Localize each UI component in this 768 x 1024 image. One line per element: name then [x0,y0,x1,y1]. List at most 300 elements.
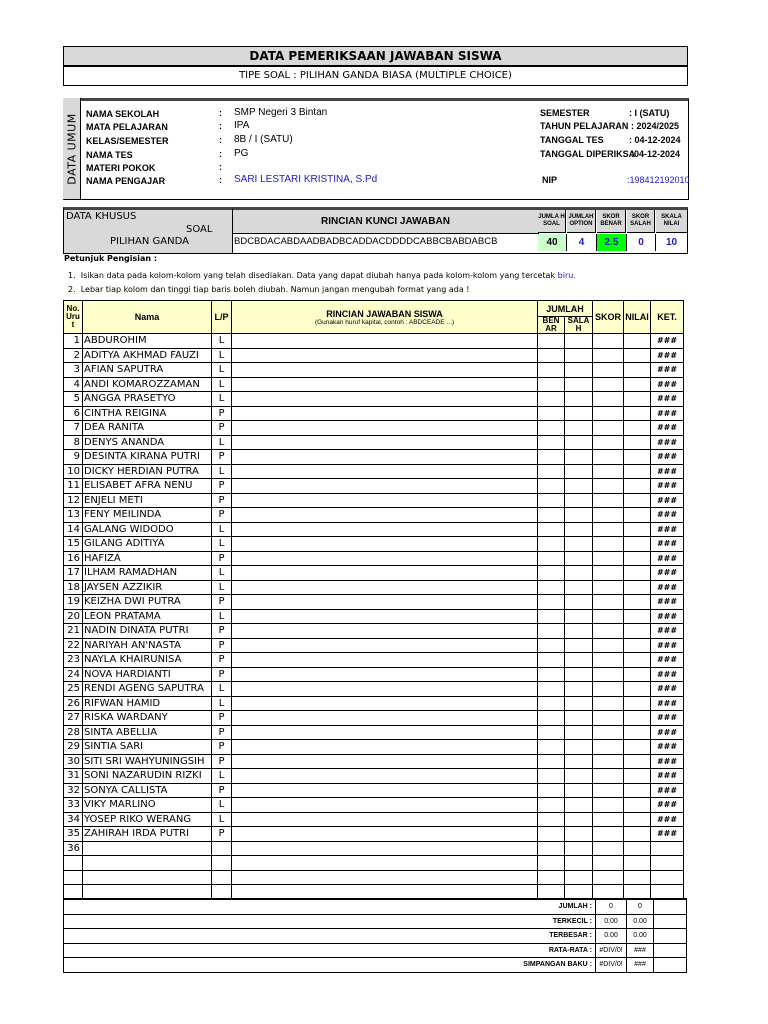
stat-ket [654,943,687,958]
cell-rincian[interactable] [232,464,538,479]
cell-rincian[interactable] [232,609,538,624]
cell-lp[interactable]: L [212,682,232,697]
tipe-soal-label: PILIHAN GANDA [110,236,189,247]
cell-salah [565,638,593,653]
cell-rincian[interactable] [232,595,538,610]
cell-lp[interactable]: P [212,783,232,798]
cell-nama[interactable] [83,856,212,871]
cell-nama[interactable]: DEA RANITA [83,421,212,436]
cell-lp[interactable]: L [212,580,232,595]
cell-salah [565,537,593,552]
cell-lp[interactable]: L [212,363,232,378]
cell-benar [538,653,565,668]
cell-salah [565,624,593,639]
cell-lp[interactable]: L [212,464,232,479]
col-no-header: No. Uru t [64,301,83,334]
cell-lp[interactable]: P [212,479,232,494]
cell-nama[interactable]: SITI SRI WAHYUNINGSIH [83,754,212,769]
cell-benar [538,595,565,610]
cell-benar [538,609,565,624]
cell-nilai [624,450,651,465]
col-lp-header: L/P [212,301,232,334]
cell-rincian[interactable] [232,682,538,697]
cell-benar [538,421,565,436]
stat-skor: 0.00 [596,929,627,944]
cell-skor [593,885,624,900]
skor-salah-value[interactable]: 0 [627,234,656,251]
cell-lp[interactable]: L [212,609,232,624]
cell-rincian[interactable] [232,566,538,581]
cell-skor [593,624,624,639]
cell-salah [565,667,593,682]
cell-nama[interactable] [83,870,212,885]
cell-rincian[interactable] [232,522,538,537]
cell-skor [593,827,624,842]
cell-skor [593,435,624,450]
cell-benar [538,522,565,537]
kunci-jawaban-box [232,207,688,254]
cell-ket: ### [651,769,684,784]
cell-nilai [624,667,651,682]
cell-nama[interactable]: DENYS ANANDA [83,435,212,450]
cell-benar [538,566,565,581]
cell-rincian[interactable] [232,638,538,653]
cell-nilai [624,754,651,769]
cell-rincian[interactable] [232,537,538,552]
cell-nama[interactable]: SONI NAZARUDIN RIZKI [83,769,212,784]
cell-skor [593,493,624,508]
cell-salah [565,551,593,566]
cell-no: 5 [64,392,83,407]
cell-no: 18 [64,580,83,595]
cell-lp[interactable] [212,856,232,871]
cell-benar [538,783,565,798]
jawaban-siswa-table [63,300,684,900]
skor-benar-value[interactable]: 2.5 [597,234,627,251]
stat-skor: 0.00 [596,914,627,929]
cell-rincian[interactable] [232,667,538,682]
cell-skor [593,769,624,784]
cell-no: 26 [64,696,83,711]
cell-rincian[interactable] [232,841,538,856]
table-row [64,841,684,856]
cell-no: 6 [64,406,83,421]
cell-benar [538,508,565,523]
cell-benar [538,711,565,726]
data-khusus-label-box [63,207,233,254]
jumlah-option-header: JUMLAH OPTION [567,210,596,233]
cell-lp[interactable]: L [212,522,232,537]
jumlah-soal-value[interactable]: 40 [538,234,567,251]
cell-lp[interactable]: P [212,493,232,508]
cell-ket: ### [651,508,684,523]
cell-nama[interactable]: SINTIA SARI [83,740,212,755]
cell-lp[interactable]: P [212,667,232,682]
cell-nilai [624,537,651,552]
cell-rincian[interactable] [232,406,538,421]
umum-value-1[interactable]: IPA [234,120,250,131]
cell-rincian[interactable] [232,334,538,349]
cell-rincian[interactable] [232,421,538,436]
cell-salah [565,827,593,842]
cell-nama[interactable]: YOSEP RIKO WERANG [83,812,212,827]
cell-rincian[interactable] [232,493,538,508]
cell-rincian[interactable] [232,392,538,407]
cell-rincian[interactable] [232,435,538,450]
cell-rincian[interactable] [232,856,538,871]
cell-rincian[interactable] [232,783,538,798]
cell-lp[interactable]: P [212,725,232,740]
cell-ket: ### [651,740,684,755]
cell-lp[interactable]: P [212,450,232,465]
cell-rincian[interactable] [232,363,538,378]
cell-ket: ### [651,595,684,610]
table-row [64,348,684,363]
cell-no: 11 [64,479,83,494]
cell-rincian[interactable] [232,508,538,523]
cell-no: 2 [64,348,83,363]
cell-lp[interactable]: L [212,566,232,581]
cell-skor [593,609,624,624]
umum-value-2[interactable]: 8B / I (SATU) [234,134,293,145]
cell-benar [538,740,565,755]
cell-nilai [624,856,651,871]
cell-no: 31 [64,769,83,784]
tanggal-diperiksa-value[interactable]: :04-12-2024 [631,149,681,159]
cell-nama[interactable]: SINTA ABELLIA [83,725,212,740]
rincian-kunci-title: RINCIAN KUNCI JAWABAN [233,210,539,234]
cell-nama[interactable]: NARIYAH AN'NASTA [83,638,212,653]
cell-nama[interactable]: RENDI AGENG SAPUTRA [83,682,212,697]
table-row [64,363,684,378]
umum-colon-0: : [219,108,222,118]
col-rincian-header: RINCIAN JAWABAN SISWA (Gunakan huruf kapital, contoh : ABDCEADE ...) [232,301,538,334]
cell-nama[interactable]: GILANG ADITIYA [83,537,212,552]
table-row [64,812,684,827]
skala-nilai-value[interactable]: 10 [665,237,678,248]
cell-lp[interactable]: L [212,348,232,363]
cell-rincian[interactable] [232,725,538,740]
cell-nilai [624,595,651,610]
cell-nama[interactable] [83,885,212,900]
cell-lp[interactable] [212,841,232,856]
cell-rincian[interactable] [232,653,538,668]
cell-skor [593,522,624,537]
cell-nilai [624,464,651,479]
cell-nama[interactable] [83,841,212,856]
col-nama-header: Nama [83,301,212,334]
cell-nama[interactable]: ILHAM RAMADHAN [83,566,212,581]
cell-benar [538,363,565,378]
cell-rincian[interactable] [232,551,538,566]
cell-nama[interactable]: ENJELI METI [83,493,212,508]
cell-skor [593,783,624,798]
table-row [64,522,684,537]
col-skor-header: SKOR [593,301,624,334]
semester-value[interactable]: : I (SATU) [629,108,670,118]
cell-lp[interactable]: L [212,798,232,813]
cell-salah [565,870,593,885]
cell-ket: ### [651,406,684,421]
cell-no: 16 [64,551,83,566]
cell-salah [565,479,593,494]
cell-salah [565,725,593,740]
cell-nama[interactable]: ADITYA AKHMAD FAUZI [83,348,212,363]
cell-rincian[interactable] [232,479,538,494]
cell-nama[interactable]: DESINTA KIRANA PUTRI [83,450,212,465]
cell-nama[interactable]: HAFIZA [83,551,212,566]
cell-lp[interactable]: P [212,551,232,566]
cell-lp[interactable] [212,885,232,900]
cell-nilai [624,769,651,784]
cell-benar [538,348,565,363]
cell-lp[interactable]: P [212,740,232,755]
stat-label: JUMLAH : [64,899,596,914]
cell-rincian[interactable] [232,769,538,784]
cell-no: 7 [64,421,83,436]
cell-nilai [624,827,651,842]
cell-rincian[interactable] [232,885,538,900]
cell-nama[interactable]: CINTHA REIGINA [83,406,212,421]
cell-skor [593,580,624,595]
table-row [64,885,684,900]
cell-nilai [624,435,651,450]
cell-nilai [624,479,651,494]
cell-rincian[interactable] [232,870,538,885]
cell-ket: ### [651,479,684,494]
cell-nilai [624,711,651,726]
cell-nama[interactable]: AFIAN SAPUTRA [83,363,212,378]
cell-nama[interactable]: ZAHIRAH IRDA PUTRI [83,827,212,842]
cell-ket: ### [651,725,684,740]
cell-nama[interactable]: NADIN DINATA PUTRI [83,624,212,639]
cell-nama[interactable]: ELISABET AFRA NENU [83,479,212,494]
umum-value-0[interactable]: SMP Negeri 3 Bintan [234,107,328,118]
cell-skor [593,406,624,421]
cell-benar [538,406,565,421]
umum-label-4: MATERI POKOK [86,163,156,173]
cell-nama[interactable]: KEIZHA DWI PUTRA [83,595,212,610]
cell-ket: ### [651,537,684,552]
cell-ket: ### [651,464,684,479]
jumlah-soal-header: JUMLA H SOAL [538,210,566,233]
cell-nama[interactable]: RIFWAN HAMID [83,696,212,711]
cell-nilai [624,566,651,581]
cell-skor [593,479,624,494]
cell-lp[interactable]: P [212,827,232,842]
cell-rincian[interactable] [232,754,538,769]
table-row [64,406,684,421]
stat-nilai: 0.00 [627,914,654,929]
cell-ket: ### [651,653,684,668]
stat-label: SIMPANGAN BAKU : [64,958,596,973]
cell-ket [651,841,684,856]
cell-benar [538,450,565,465]
umum-value-3[interactable]: PG [234,148,249,159]
cell-lp[interactable]: L [212,392,232,407]
cell-lp[interactable]: P [212,711,232,726]
cell-lp[interactable]: L [212,696,232,711]
jumlah-option-value[interactable]: 4 [567,234,597,251]
cell-ket: ### [651,711,684,726]
cell-ket: ### [651,624,684,639]
cell-nama[interactable]: JAYSEN AZZIKIR [83,580,212,595]
cell-skor [593,392,624,407]
cell-ket: ### [651,682,684,697]
cell-lp[interactable]: L [212,769,232,784]
cell-ket: ### [651,696,684,711]
nip-value[interactable]: :198412192010 [627,175,690,185]
cell-rincian[interactable] [232,696,538,711]
cell-nilai [624,551,651,566]
cell-lp[interactable]: P [212,595,232,610]
umum-colon-1: : [219,121,222,131]
umum-label-0: NAMA SEKOLAH [86,109,160,119]
umum-label-1: MATA PELAJARAN [86,122,168,132]
cell-ket: ### [651,377,684,392]
stat-row [64,943,687,958]
cell-salah [565,711,593,726]
cell-ket: ### [651,522,684,537]
cell-lp[interactable]: P [212,754,232,769]
cell-no: 22 [64,638,83,653]
page-subtitle: TIPE SOAL : PILIHAN GANDA BIASA (MULTIPLE CHOICE) [63,66,688,86]
tanggal-tes-label: TANGGAL TES [540,135,604,145]
cell-benar [538,493,565,508]
cell-rincian[interactable] [232,812,538,827]
cell-nilai [624,522,651,537]
cell-benar [538,754,565,769]
cell-nama[interactable]: ANDI KOMAROZZAMAN [83,377,212,392]
cell-lp[interactable]: L [212,334,232,349]
cell-nama[interactable]: GALANG WIDODO [83,522,212,537]
cell-rincian[interactable] [232,827,538,842]
cell-lp[interactable]: P [212,624,232,639]
cell-lp[interactable]: P [212,653,232,668]
umum-value-5[interactable]: SARI LESTARI KRISTINA, S.Pd [234,174,378,185]
cell-nama[interactable]: DICKY HERDIAN PUTRA [83,464,212,479]
cell-rincian[interactable] [232,798,538,813]
cell-nama[interactable]: LEON PRATAMA [83,609,212,624]
cell-salah [565,406,593,421]
table-row [64,609,684,624]
cell-lp[interactable]: L [212,537,232,552]
cell-skor [593,870,624,885]
cell-lp[interactable]: P [212,406,232,421]
cell-benar [538,682,565,697]
cell-nama[interactable]: NAYLA KHAIRUNISA [83,653,212,668]
cell-nama[interactable]: RISKA WARDANY [83,711,212,726]
cell-rincian[interactable] [232,450,538,465]
cell-skor [593,754,624,769]
cell-ket: ### [651,392,684,407]
skor-salah-header: SKOR SALAH [627,210,655,233]
cell-benar [538,841,565,856]
cell-salah [565,522,593,537]
cell-no: 30 [64,754,83,769]
table-row [64,450,684,465]
cell-nama[interactable]: FENY MEILINDA [83,508,212,523]
cell-nilai [624,348,651,363]
cell-nama[interactable]: ABDUROHIM [83,334,212,349]
cell-ket: ### [651,435,684,450]
table-row [64,856,684,871]
cell-nilai [624,624,651,639]
cell-lp[interactable]: P [212,508,232,523]
cell-benar [538,798,565,813]
tanggal-tes-value[interactable]: : 04-12-2024 [629,135,681,145]
kunci-summary-grid [538,210,687,253]
cell-skor [593,377,624,392]
cell-lp[interactable]: L [212,435,232,450]
cell-nilai [624,363,651,378]
cell-nilai [624,812,651,827]
cell-nilai [624,682,651,697]
cell-rincian[interactable] [232,711,538,726]
cell-no [64,870,83,885]
cell-rincian[interactable] [232,740,538,755]
cell-no: 9 [64,450,83,465]
cell-salah [565,609,593,624]
stat-label: TERKECIL : [64,914,596,929]
cell-no: 27 [64,711,83,726]
cell-salah [565,856,593,871]
cell-no: 4 [64,377,83,392]
skor-benar-header: SKOR BENAR [597,210,626,233]
table-row [64,479,684,494]
cell-lp[interactable]: L [212,377,232,392]
col-ket-header: KET. [651,301,684,334]
cell-lp[interactable] [212,870,232,885]
cell-nama[interactable]: ANGGA PRASETYO [83,392,212,407]
cell-nama[interactable]: SONYA CALLISTA [83,783,212,798]
cell-nama[interactable]: NOVA HARDIANTI [83,667,212,682]
cell-no: 24 [64,667,83,682]
cell-benar [538,769,565,784]
cell-no: 3 [64,363,83,378]
tahun-pelajaran-value[interactable]: : 2024/2025 [631,121,680,131]
cell-skor [593,638,624,653]
cell-salah [565,392,593,407]
cell-benar [538,812,565,827]
table-row [64,392,684,407]
cell-skor [593,537,624,552]
cell-rincian[interactable] [232,377,538,392]
kunci-jawaban-input[interactable]: BDCBDACABDAADBADBCADDACDDDDCABBCBABDABCB [234,236,498,247]
cell-lp[interactable]: P [212,421,232,436]
cell-lp[interactable]: P [212,638,232,653]
cell-nilai [624,580,651,595]
cell-skor [593,841,624,856]
stat-skor: #DIV/0! [596,943,627,958]
cell-lp[interactable]: L [212,812,232,827]
cell-no: 23 [64,653,83,668]
cell-salah [565,334,593,349]
cell-ket: ### [651,348,684,363]
cell-rincian[interactable] [232,624,538,639]
stat-row [64,899,687,914]
cell-benar [538,870,565,885]
cell-nilai [624,334,651,349]
cell-rincian[interactable] [232,580,538,595]
cell-no: 17 [64,566,83,581]
cell-rincian[interactable] [232,348,538,363]
cell-benar [538,479,565,494]
cell-nama[interactable]: VIKY MARLINO [83,798,212,813]
table-row [64,624,684,639]
cell-benar [538,856,565,871]
stat-nilai: 0.00 [627,929,654,944]
